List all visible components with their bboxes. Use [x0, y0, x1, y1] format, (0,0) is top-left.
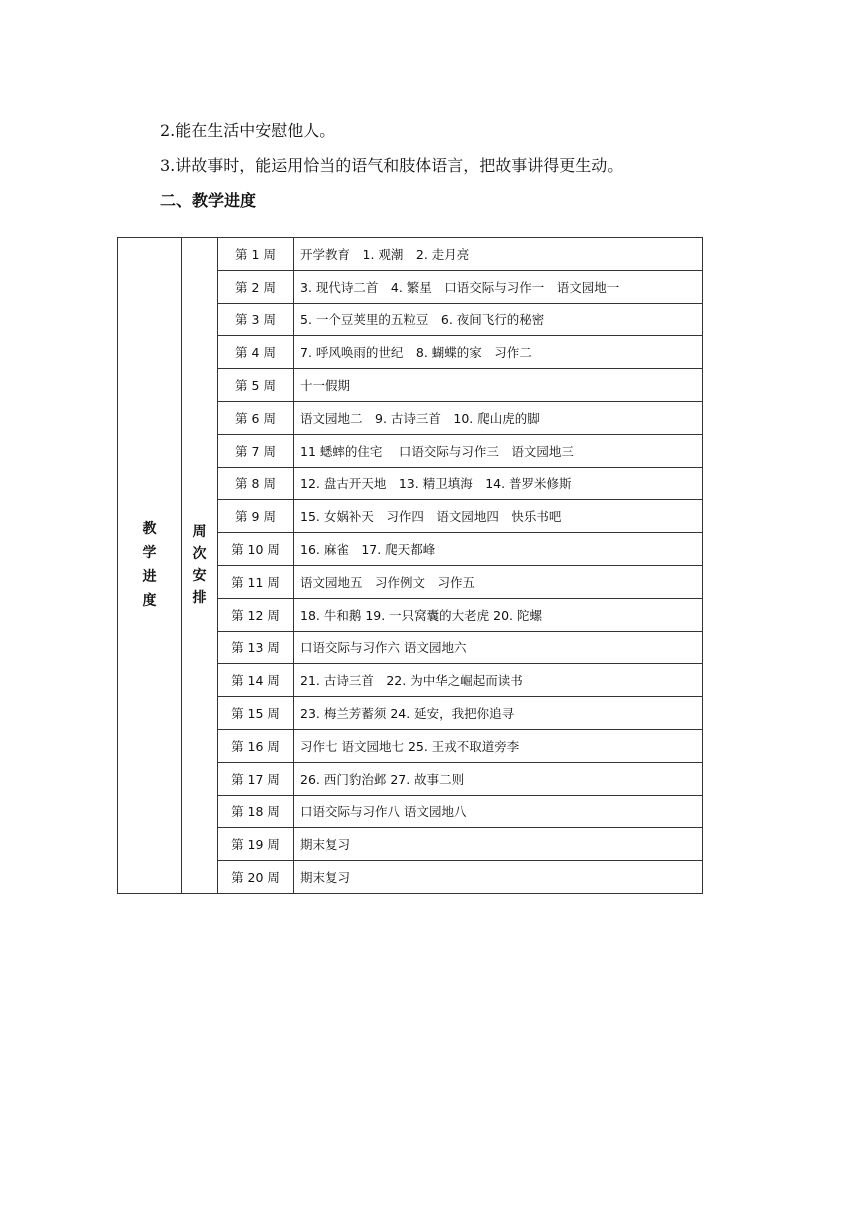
week-cell: 第 7 周 [218, 434, 294, 467]
week-cell: 第 10 周 [218, 533, 294, 566]
week-cell: 第 19 周 [218, 828, 294, 861]
lesson-content-cell: 口语交际与习作八 语文园地八 [294, 795, 703, 828]
lesson-content-cell: 15. 女娲补天 习作四 语文园地四 快乐书吧 [294, 500, 703, 533]
lesson-content-cell: 5. 一个豆荚里的五粒豆 6. 夜间飞行的秘密 [294, 303, 703, 336]
week-arrangement-label: 周 次 安 排 [182, 238, 218, 894]
paragraph-goal-2: 2.能在生活中安慰他人。 [160, 121, 336, 140]
lesson-content-cell: 18. 牛和鹅 19. 一只窝囊的大老虎 20. 陀螺 [294, 598, 703, 631]
week-cell: 第 12 周 [218, 598, 294, 631]
lesson-content-cell: 21. 古诗三首 22. 为中华之崛起而读书 [294, 664, 703, 697]
lesson-content-cell: 12. 盘古开天地 13. 精卫填海 14. 普罗米修斯 [294, 467, 703, 500]
lesson-content-cell: 7. 呼风唤雨的世纪 8. 蝴蝶的家 习作二 [294, 336, 703, 369]
lesson-content-cell: 开学教育 1. 观潮 2. 走月亮 [294, 238, 703, 271]
week-cell: 第 13 周 [218, 631, 294, 664]
week-cell: 第 8 周 [218, 467, 294, 500]
lesson-content-cell: 期末复习 [294, 828, 703, 861]
lesson-content-cell: 16. 麻雀 17. 爬天都峰 [294, 533, 703, 566]
week-cell: 第 11 周 [218, 565, 294, 598]
lesson-content-cell: 26. 西门豹治邺 27. 故事二则 [294, 762, 703, 795]
week-cell: 第 2 周 [218, 270, 294, 303]
lesson-content-cell: 口语交际与习作六 语文园地六 [294, 631, 703, 664]
week-cell: 第 9 周 [218, 500, 294, 533]
week-cell: 第 6 周 [218, 401, 294, 434]
lesson-content-cell: 3. 现代诗二首 4. 繁星 口语交际与习作一 语文园地一 [294, 270, 703, 303]
teaching-progress-label: 教 学 进 度 [118, 238, 182, 894]
lesson-content-cell: 十一假期 [294, 369, 703, 402]
lesson-content-cell: 11 蟋蟀的住宅 口语交际与习作三 语文园地三 [294, 434, 703, 467]
week-cell: 第 17 周 [218, 762, 294, 795]
paragraph-goal-3: 3.讲故事时，能运用恰当的语气和肢体语言，把故事讲得更生动。 [160, 156, 624, 175]
table-row [118, 238, 703, 271]
week-cell: 第 15 周 [218, 697, 294, 730]
week-cell: 第 20 周 [218, 861, 294, 894]
week-cell: 第 5 周 [218, 369, 294, 402]
lesson-content-cell: 语文园地五 习作例文 习作五 [294, 565, 703, 598]
lesson-content-cell: 期末复习 [294, 861, 703, 894]
lesson-content-cell: 23. 梅兰芳蓄须 24. 延安，我把你追寻 [294, 697, 703, 730]
section-heading: 二、教学进度 [160, 191, 257, 210]
lesson-content-cell: 习作七 语文园地七 25. 王戎不取道旁李 [294, 729, 703, 762]
week-cell: 第 3 周 [218, 303, 294, 336]
week-cell: 第 1 周 [218, 238, 294, 271]
week-cell: 第 14 周 [218, 664, 294, 697]
week-cell: 第 16 周 [218, 729, 294, 762]
week-cell: 第 18 周 [218, 795, 294, 828]
lesson-content-cell: 语文园地二 9. 古诗三首 10. 爬山虎的脚 [294, 401, 703, 434]
week-cell: 第 4 周 [218, 336, 294, 369]
schedule-table [117, 237, 703, 894]
